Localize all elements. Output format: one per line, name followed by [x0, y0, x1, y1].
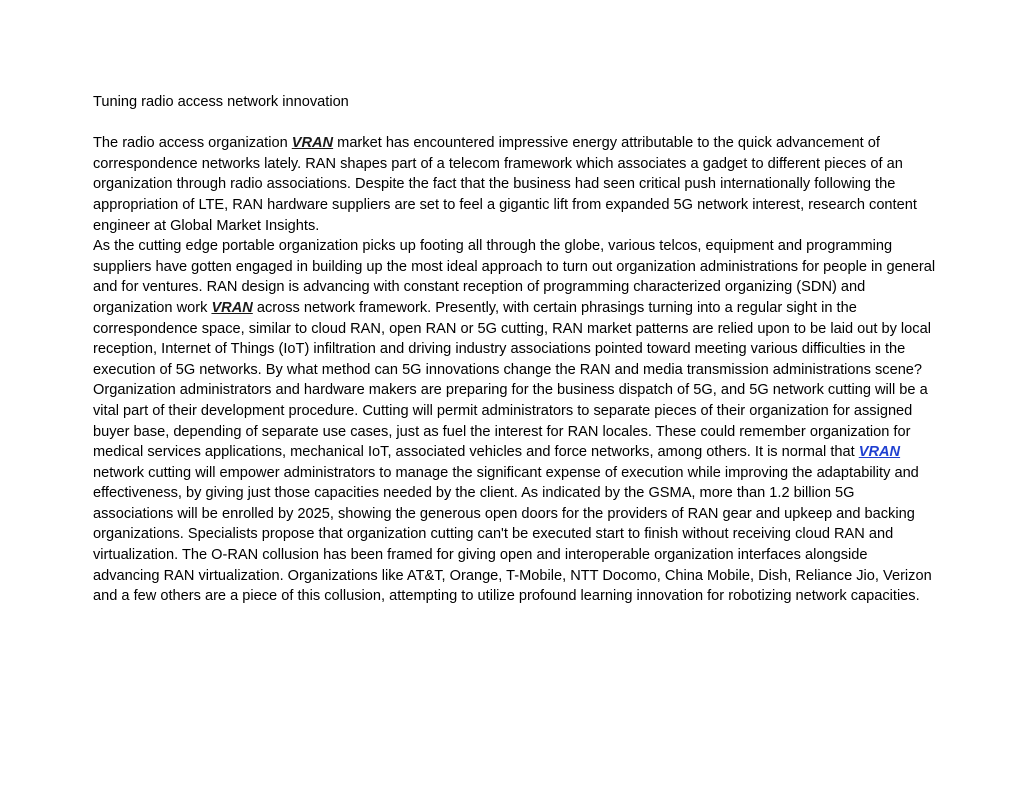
- vran-link-3[interactable]: VRAN: [858, 444, 901, 461]
- vran-link-1[interactable]: VRAN: [291, 135, 334, 152]
- paragraph-1: [93, 133, 938, 236]
- paragraph-2-text-before: As the cutting edge portable organization picks up footing all through the globe, various telcos, equipment and programming suppliers have gotten engaged in building up the most ideal approach to turn out organization administrations for people in general and for ventures. RAN design is advancing with constant reception of programming characterized organizing (SDN) and organization work: [93, 238, 936, 316]
- document-title: Tuning radio access network innovation: [93, 94, 349, 110]
- document-page: [93, 92, 938, 607]
- paragraph-2-text-after: across network framework. Presently, with certain phrasings turning into a regular sight in the correspondence space, similar to cloud RAN, open RAN or 5G cutting, RAN market patterns are relied upon to be laid out by local reception, Internet of Things (IoT) infiltration and driving industry associations pointed toward meeting various difficulties in the execution of 5G networks. By what method can 5G innovations change the RAN and media transmission administrations scene?: [93, 299, 931, 378]
- vran-link-2[interactable]: VRAN: [211, 299, 253, 316]
- paragraph-3-text-before: Organization administrators and hardware makers are preparing for the business dispatch of 5G, and 5G network cutting will be a vital part of their development procedure. Cutting will permit administrators to separate pieces of their organization for assigned buyer base, depending of separate use cases, just as fuel the interest for RAN locales. These could remember organization for medical services applications, mechanical IoT, associated vehicles and force networks, among others. It is normal that: [93, 382, 928, 461]
- paragraph-1-text-after: market has encountered impressive energy attributable to the quick advancement of correspondence networks lately. RAN shapes part of a telecom framework which associates a gadget to different pieces of an organization through radio associations. Despite the fact that the business had seen critical push internationally following the appropriation of LTE, RAN hardware suppliers are set to feel a gigantic lift from expanded 5G network interest, research content engineer at Global Market Insights.: [93, 135, 917, 234]
- paragraph-3-text-after: network cutting will empower administrators to manage the significant expense of execution while improving the adaptability and effectiveness, by giving just those capacities needed by the client. As indicated by the GSMA, more than 1.2 billion 5G associations will be enrolled by 2025, showing the generous open doors for the providers of RAN gear and upkeep and backing organizations. Specialists propose that organization cutting can't be executed start to finish without receiving cloud RAN and virtualization. The O-RAN collusion has been framed for giving open and interoperable organization interfaces alongside advancing RAN virtualization. Organizations like AT&T, Orange, T-Mobile, NTT Docomo, China Mobile, Dish, Reliance Jio, Verizon and a few others are a piece of this collusion, attempting to utilize profound learning innovation for robotizing network capacities.: [93, 464, 932, 605]
- paragraph-1-text-before: The radio access organization: [93, 135, 292, 152]
- paragraph-2: [93, 236, 938, 380]
- paragraph-3: [93, 380, 938, 607]
